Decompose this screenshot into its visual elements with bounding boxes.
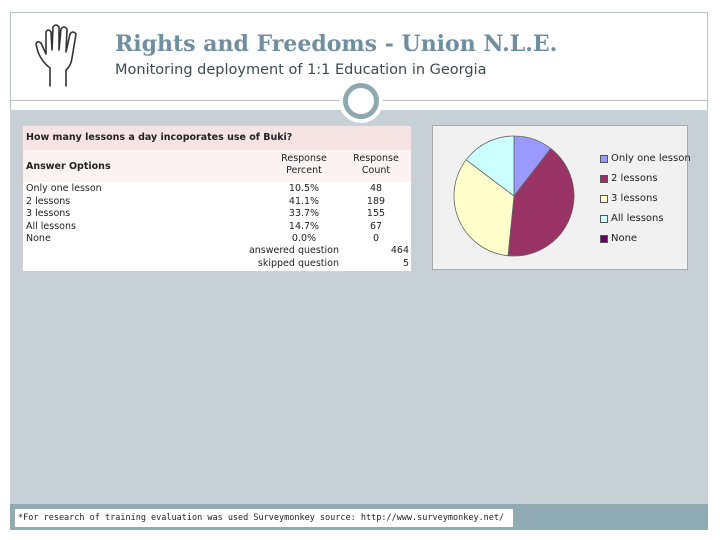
page-subtitle: Monitoring deployment of 1:1 Education in Georgia <box>115 62 487 78</box>
row-percent-none: 0.0% <box>291 233 317 244</box>
row-label-only-one-lesson: Only one lesson <box>26 183 102 194</box>
legend-item-2-lessons <box>600 172 658 186</box>
row-percent-3-lessons: 33.7% <box>288 208 320 219</box>
header-response-percent <box>273 153 335 177</box>
row-percent-2-lessons: 41.1% <box>288 196 320 207</box>
legend-swatch-all-lessons <box>600 215 608 223</box>
legend-item-all-lessons <box>600 212 664 226</box>
header-percent-line1: Response <box>281 153 327 164</box>
row-count-only-one-lesson: 48 <box>369 183 383 194</box>
legend-item-3-lessons <box>600 192 658 206</box>
row-label-all-lessons: All lessons <box>26 221 76 232</box>
row-percent-all-lessons: 14.7% <box>288 221 320 232</box>
legend-label-3-lessons: 3 lessons <box>611 193 658 204</box>
footer-note: *For research of training evaluation was used Surveymonkey source: http://www.surveymonkey.net/ <box>14 508 514 528</box>
row-count-none: 0 <box>372 233 380 244</box>
answered-question-value: 464 <box>390 245 409 256</box>
ring-ornament <box>343 83 379 119</box>
header-percent-line2: Percent <box>286 165 322 176</box>
legend-swatch-2-lessons <box>600 175 608 183</box>
row-count-all-lessons: 67 <box>369 221 383 232</box>
survey-table <box>22 125 412 272</box>
page-title: Rights and Freedoms - Union N.L.E. <box>115 31 558 57</box>
survey-question: How many lessons a day incoporates use of Buki? <box>23 126 411 150</box>
legend-item-none <box>600 232 637 246</box>
header-count-line2: Count <box>361 165 391 176</box>
answered-question-label: answered question <box>248 245 339 256</box>
legend-label-all-lessons: All lessons <box>611 213 664 224</box>
skipped-question-label: skipped question <box>257 258 339 269</box>
legend-item-only-one-lesson <box>600 152 691 166</box>
row-count-3-lessons: 155 <box>366 208 386 219</box>
legend-label-only-one-lesson: Only one lesson <box>611 153 691 164</box>
skipped-question-value: 5 <box>402 258 409 269</box>
row-label-2-lessons: 2 lessons <box>26 196 71 207</box>
row-percent-only-one-lesson: 10.5% <box>288 183 320 194</box>
header-count-line1: Response <box>353 153 399 164</box>
row-label-3-lessons: 3 lessons <box>26 208 71 219</box>
row-label-none: None <box>26 233 51 244</box>
row-count-2-lessons: 189 <box>366 196 386 207</box>
header-response-count <box>345 153 407 177</box>
legend-swatch-3-lessons <box>600 195 608 203</box>
hand-icon <box>34 22 90 88</box>
legend-swatch-only-one-lesson <box>600 155 608 163</box>
legend-label-none: None <box>611 233 638 244</box>
legend-swatch-none <box>600 235 608 243</box>
header-answer-options: Answer Options <box>26 161 111 172</box>
legend-label-2-lessons: 2 lessons <box>611 173 658 184</box>
